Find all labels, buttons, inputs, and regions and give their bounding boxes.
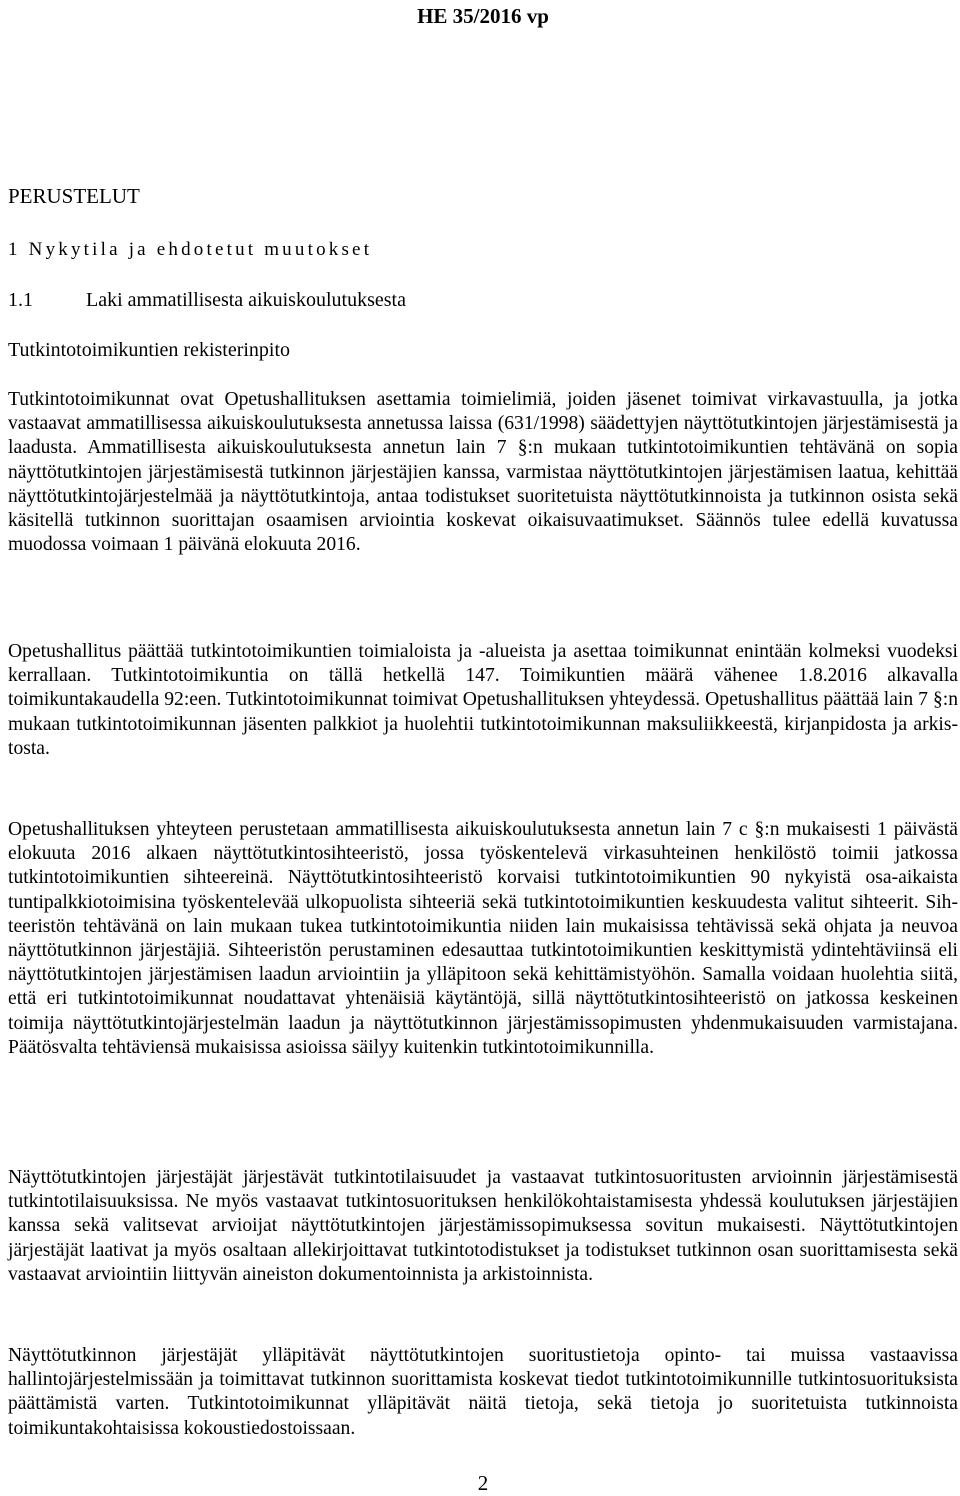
- main-heading: PERUSTELUT: [8, 184, 140, 208]
- page-number: 2: [477, 1471, 489, 1495]
- paragraph-1: Tutkintotoimikunnat ovat Opetushallituksen asettamia toimielimiä, joiden jäsenet toimivat virkavastuulla, ja jotka vastaavat ammatillisessa aikuiskoulutuksesta annetussa laissa (631/1998) säädettyjen näyttötutkintojen järjestämisestä ja laadusta. Ammatillisesta aikuiskoulutuksesta annetun lain 7 §:n mukaan tutkintotoimikuntien tehtävänä on sopia näyttötutkintojen järjestämisestä tutkinnon järjestäjien kanssa, varmistaa näyttötutkintojen järjestämisen laatua, kehittää näyttötutkintojärjestelmää ja näyttötutkintoja, antaa todistukset suoritetuista näyttötutkinnoista ja tutkinnon osista sekä käsitellä tutkinnon suorittajan osaamisen arviointia koskevat oikaisuvaatimukset. Säännös tulee edellä kuvatussa muodossa voimaan 1 päivänä elokuuta 2016.: [8, 389, 958, 556]
- section-heading: 1 Nykytila ja ehdotetut muutokset: [8, 239, 373, 260]
- subsection-title: Laki ammatillisesta aikuiskoulutuksesta: [86, 289, 406, 311]
- paragraph-4: Näyttötutkintojen järjestäjät järjestävät tutkintotilaisuudet ja vastaavat tutkintosuoritusten arvioinnin järjestämisestä tutkintotilaisuuksissa. Ne myös vastaavat tutkintosuorituksen henkilökohtaistamisesta yhdessä koulutuksen järjestäjien kanssa sekä valitsevat arvioijat näyttötutkintojen järjestämissopimuksessa sovitun mukaisesti. Näyttötutkintojen järjestäjät laativat ja myös osaltaan allekirjoittavat tutkintotodistukset ja todistukset tutkinnon osan suorittamisesta sekä vastaavat arviointiin liittyvän aineiston dokumentoinnista ja arkistoinnista.: [8, 1167, 958, 1285]
- paragraph-5: Näyttötutkinnon järjestäjät ylläpitävät näyttötutkintojen suoritustietoja opinto- tai muissa vastaavissa hallintojärjestelmissään ja toimittavat tutkinnon suorittamista koskevat tiedot tutkintotoimikunnille tutkintosuorituksista päättämistä varten. Tutkintotoimikunnat ylläpitävät näitä tietoja, sekä tietoja jo suoritetuista tutkinnoista toimikuntakohtaisissa kokoustiedostoissaan.: [8, 1345, 958, 1439]
- paragraph-3: Opetushallituksen yhteyteen perustetaan ammatillisesta aikuiskoulutuksesta annetun lain 7 c §:n mukaisesti 1 päivästä elokuuta 2016 alkaen näyttötutkintosihteeristö, jossa työskentelevä virkasuhteinen henkilöstö toimii jatkossa tutkintotoimikuntien sihteereinä. Näyttötutkintosihteeristö korvaisi tutkintotoimikuntien 90 nykyistä osa-aikaista tuntipalkkiotoimisina työskentelevää ulkopuolista sihteeriä sekä tutkintotoimikuntien keskuudesta valitut sihteerit. Sihteeristön tehtävänä on lain mukaan tukea tutkintotoimikuntia niiden lain mukaisissa tehtävissä sekä ohjata ja neuvoa näyttötutkinnon järjestäjiä. Sihteeristön perustaminen edesauttaa tutkintotoimikuntien keskittymistä ydintehtäviinsä eli näyttötutkintojen järjestämisen laadun arviointiin ja ylläpitoon sekä kehittämistyöhön. Samalla voidaan huolehtia siitä, että eri tutkintotoimikunnat noudattavat yhtenäisiä käytäntöjä, sillä näyttötutkintosihteeristö on jatkossa keskeinen toimija näyttötutkintojärjestelmän laadun ja näyttötutkinnon järjestämissopimusten yhdenmukaisuuden varmistajana. Päätösvalta tehtäviensä mukaisissa asioissa säilyy kuitenkin tutkintotoimikunnilla.: [8, 819, 958, 1058]
- document-id: HE 35/2016 vp: [417, 4, 549, 28]
- paragraph-2: Opetushallitus päättää tutkintotoimikuntien toimialoista ja -alueista ja asettaa toimikunnat enintään kolmeksi vuodeksi kerrallaan. Tutkintotoimikuntia on tällä hetkellä 147. Toimikuntien määrä vähenee 1.8.2016 alkavalla toimikuntakaudella 92:een. Tutkintotoimikunnat toimivat Opetushallituksen yhteydessä. Opetushallitus päättää lain 7 §:n mukaan tutkintotoimikunnan jäsenten palkkiot ja huolehtii tutkintotoimikunnan maksuliikkeestä, kirjanpidosta ja arkistosta.: [8, 641, 958, 759]
- subsection-number: 1.1: [8, 289, 33, 311]
- subsection-heading: [8, 286, 406, 314]
- minor-heading: Tutkintotoimikuntien rekisterinpito: [8, 339, 291, 361]
